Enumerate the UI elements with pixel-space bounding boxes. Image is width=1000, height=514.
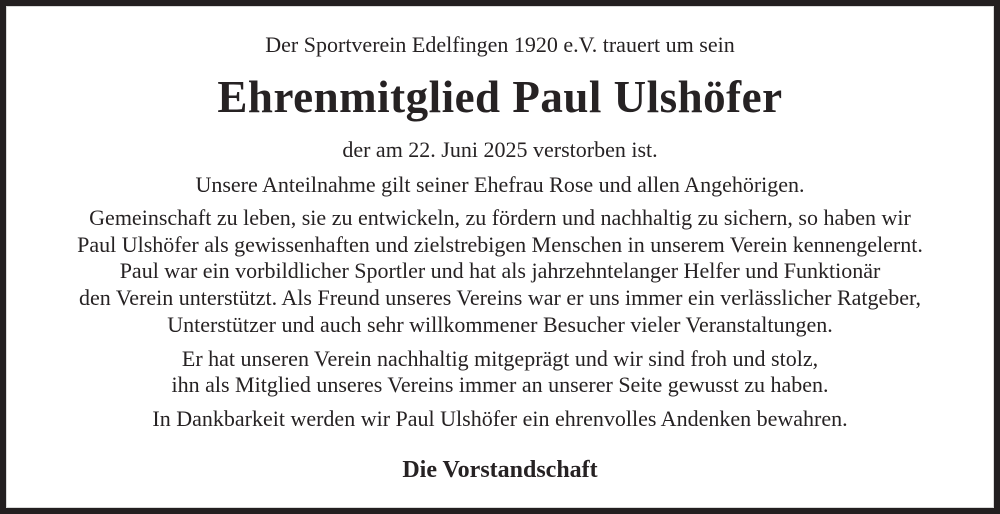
tribute-paragraph-line: Paul Ulshöfer als gewissenhaften und zielstrebigen Menschen in unserem Verein kennengelernt. [77,231,923,257]
tribute-paragraph [6,205,994,339]
tribute-paragraph-line: Unterstützer und auch sehr willkommener Besucher vieler Veranstaltungen. [167,311,833,337]
tribute-paragraph-line: Paul war ein vorbildlicher Sportler und hat als jahrzehntelanger Helfer und Funktionär [119,258,881,284]
legacy-paragraph-line: ihn als Mitglied unseres Vereins immer an unserer Seite gewusst zu haben. [171,372,829,398]
obituary-content [6,31,994,514]
tribute-paragraph-line: Gemeinschaft zu leben, sie zu entwickeln, zu fördern und nachhaltig zu sichern, so haben wir [89,205,911,230]
deceased-name-title: Ehrenmitglied Paul Ulshöfer [217,72,783,122]
remembrance-line: In Dankbarkeit werden wir Paul Ulshöfer ein ehrenvolles Andenken bewahren. [152,405,848,431]
legacy-paragraph-line: Er hat unseren Verein nachhaltig mitgeprägt und wir sind froh und stolz, [181,345,819,371]
condolence-line: Unsere Anteilnahme gilt seiner Ehefrau Rose und allen Angehörigen. [195,172,805,197]
organization-intro-line: Der Sportverein Edelfingen 1920 e.V. trauert um sein [265,32,735,57]
death-date-line: der am 22. Juni 2025 verstorben ist. [342,137,658,162]
legacy-paragraph [6,346,994,399]
tribute-paragraph-line: den Verein unterstützt. Als Freund unseres Vereins war er uns immer ein verlässlicher Ratgeber, [78,285,921,311]
signature-board: Die Vorstandschaft [402,456,598,483]
